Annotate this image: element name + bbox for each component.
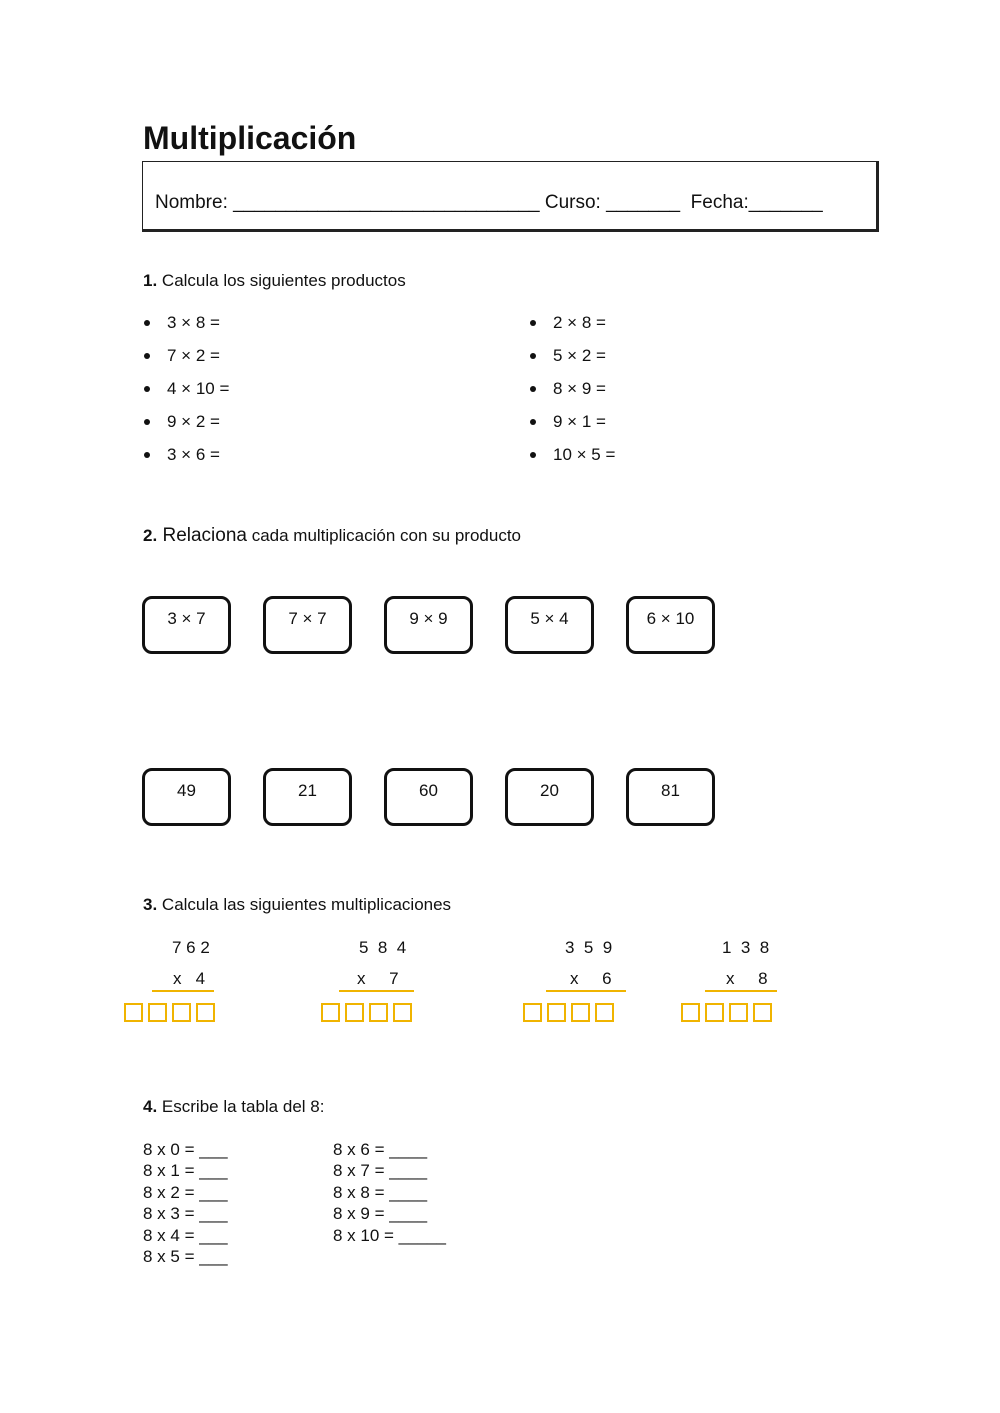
- multiplication-card[interactable]: 3 × 7: [142, 596, 231, 654]
- bullet-icon: [144, 419, 150, 425]
- table-line[interactable]: 8 x 8 = ____: [333, 1182, 428, 1202]
- bullet-icon: [144, 353, 150, 359]
- table-line[interactable]: 8 x 2 = ___: [143, 1182, 228, 1202]
- answer-digit-box[interactable]: [124, 1003, 143, 1022]
- answer-digit-box[interactable]: [393, 1003, 412, 1022]
- result-underline: [546, 990, 626, 992]
- multiplication-card[interactable]: 6 × 10: [626, 596, 715, 654]
- answer-digit-box[interactable]: [148, 1003, 167, 1022]
- nombre-field[interactable]: _____________________________: [233, 192, 540, 213]
- bullet-icon: [144, 452, 150, 458]
- section-2-title: [143, 525, 521, 547]
- answer-boxes: [124, 1003, 215, 1022]
- section-1-text: Calcula los siguientes productos: [157, 271, 406, 290]
- result-underline: [339, 990, 414, 992]
- product-card[interactable]: 21: [263, 768, 352, 826]
- page-title: Multiplicación: [143, 120, 357, 156]
- product-card[interactable]: 20: [505, 768, 594, 826]
- answer-digit-box[interactable]: [681, 1003, 700, 1022]
- answer-digit-box[interactable]: [321, 1003, 340, 1022]
- product-card[interactable]: 60: [384, 768, 473, 826]
- answer-digit-box[interactable]: [345, 1003, 364, 1022]
- answer-digit-box[interactable]: [705, 1003, 724, 1022]
- answer-digit-box[interactable]: [595, 1003, 614, 1022]
- section-4-number: 4.: [143, 1097, 158, 1116]
- product-card[interactable]: 81: [626, 768, 715, 826]
- exercise-item: 2 × 8 =: [553, 313, 606, 333]
- bullet-icon: [530, 320, 536, 326]
- multiplicand: 5 8 4: [359, 938, 407, 957]
- exercise-item: 3 × 6 =: [167, 445, 220, 465]
- multiplier: x 7: [357, 969, 399, 988]
- section-4-text: Escribe la tabla del 8:: [157, 1097, 325, 1116]
- table-line[interactable]: 8 x 5 = ___: [143, 1247, 228, 1267]
- exercise-item: 8 × 9 =: [553, 379, 606, 399]
- table-line[interactable]: 8 x 0 = ___: [143, 1140, 228, 1159]
- fecha-label: Fecha:: [680, 192, 749, 213]
- section-4-title: [143, 1097, 324, 1117]
- nombre-label: Nombre:: [155, 192, 234, 213]
- section-3-title: [143, 895, 451, 915]
- bullet-icon: [530, 386, 536, 392]
- exercise-item: 10 × 5 =: [553, 445, 615, 465]
- bullet-icon: [530, 419, 536, 425]
- answer-digit-box[interactable]: [729, 1003, 748, 1022]
- result-underline: [705, 990, 777, 992]
- multiplicand: 7 6 2: [172, 938, 210, 957]
- answer-boxes: [321, 1003, 412, 1022]
- answer-digit-box[interactable]: [172, 1003, 191, 1022]
- bullet-icon: [144, 386, 150, 392]
- table-of-8-left: [143, 1139, 228, 1267]
- exercise-item: 7 × 2 =: [167, 346, 220, 366]
- table-of-8-right: [333, 1139, 446, 1246]
- section-2-text: cada multiplicación con su producto: [246, 526, 522, 545]
- section-2-verb: Relaciona: [157, 525, 247, 546]
- answer-boxes: [681, 1003, 772, 1022]
- multiplication-card[interactable]: 5 × 4: [505, 596, 594, 654]
- exercise-item: 9 × 1 =: [553, 412, 606, 432]
- table-line[interactable]: 8 x 4 = ___: [143, 1225, 228, 1245]
- multiplier: x 4: [173, 969, 206, 988]
- multiplicand: 1 3 8: [722, 938, 770, 957]
- table-line[interactable]: 8 x 6 = ____: [333, 1140, 428, 1159]
- multiplier: x 6: [570, 969, 612, 988]
- answer-digit-box[interactable]: [753, 1003, 772, 1022]
- bullet-icon: [530, 452, 536, 458]
- answer-boxes: [523, 1003, 614, 1022]
- multiplication-card[interactable]: 7 × 7: [263, 596, 352, 654]
- table-line[interactable]: 8 x 10 = _____: [333, 1225, 446, 1245]
- section-3-text: Calcula las siguientes multiplicaciones: [157, 895, 452, 914]
- answer-digit-box[interactable]: [523, 1003, 542, 1022]
- bullet-icon: [530, 353, 536, 359]
- multiplication-card[interactable]: 9 × 9: [384, 596, 473, 654]
- curso-label: Curso:: [539, 192, 607, 213]
- curso-field[interactable]: _______: [606, 192, 681, 213]
- table-line[interactable]: 8 x 9 = ____: [333, 1204, 428, 1224]
- exercise-item: 3 × 8 =: [167, 313, 220, 333]
- bullet-icon: [144, 320, 150, 326]
- answer-digit-box[interactable]: [571, 1003, 590, 1022]
- section-3-number: 3.: [143, 895, 158, 914]
- answer-digit-box[interactable]: [369, 1003, 388, 1022]
- answer-digit-box[interactable]: [547, 1003, 566, 1022]
- multiplicand: 3 5 9: [565, 938, 613, 957]
- table-line[interactable]: 8 x 7 = ____: [333, 1161, 428, 1181]
- product-card[interactable]: 49: [142, 768, 231, 826]
- exercise-item: 5 × 2 =: [553, 346, 606, 366]
- exercise-item: 9 × 2 =: [167, 412, 220, 432]
- section-1-title: [143, 271, 406, 291]
- multiplier: x 8: [726, 969, 768, 988]
- student-info-line: [155, 192, 823, 214]
- table-line[interactable]: 8 x 1 = ___: [143, 1161, 228, 1181]
- answer-digit-box[interactable]: [196, 1003, 215, 1022]
- fecha-field[interactable]: _______: [748, 192, 823, 213]
- result-underline: [152, 990, 214, 992]
- table-line[interactable]: 8 x 3 = ___: [143, 1204, 228, 1224]
- section-2-number: 2.: [143, 526, 158, 545]
- section-1-number: 1.: [143, 271, 158, 290]
- exercise-item: 4 × 10 =: [167, 379, 229, 399]
